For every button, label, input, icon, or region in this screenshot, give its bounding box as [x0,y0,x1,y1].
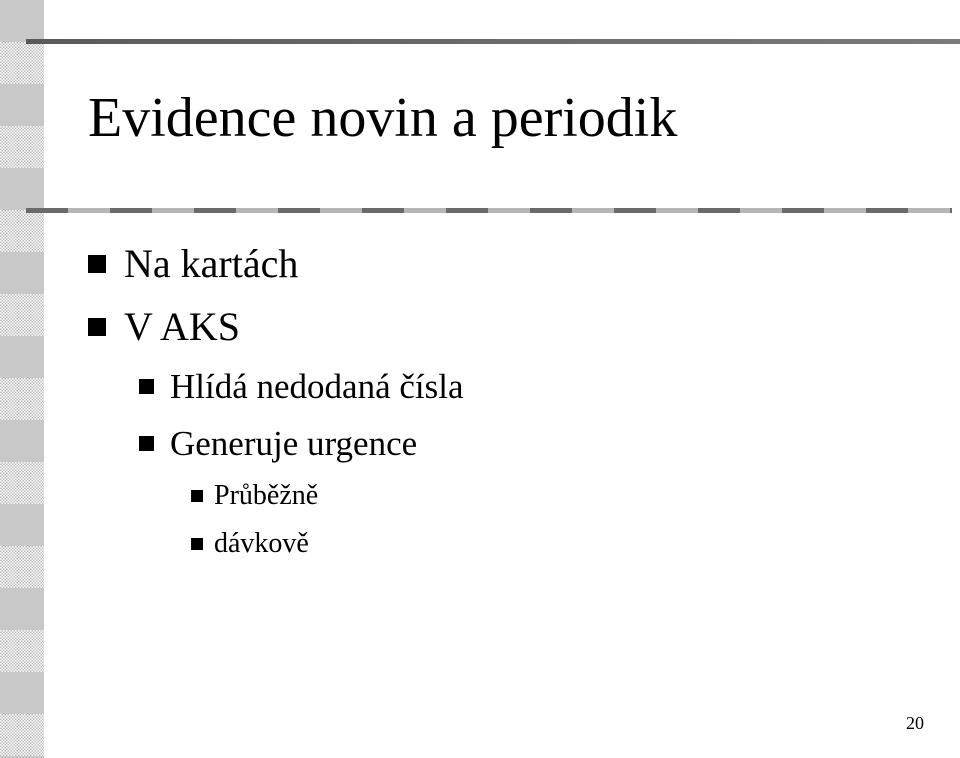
square-bullet-icon [191,490,203,502]
top-rule-line [26,39,960,44]
square-bullet-icon [139,436,154,451]
sub-bullet-text: Generuje urgence [170,424,418,463]
title-divider-line [26,208,952,213]
bullet-item [88,241,299,286]
square-bullet-icon [139,379,154,394]
bullet-text: Na kartách [124,241,299,286]
left-decorative-stripe [0,0,44,758]
sub-sub-bullet-text: dávkově [214,528,309,559]
bullet-item [88,304,240,349]
square-bullet-icon [191,538,203,550]
sub-sub-bullet-item [191,530,309,558]
slide-title: Evidence novin a periodik [88,87,678,149]
page-number: 20 [906,713,924,733]
sub-sub-bullet-text: Průběžně [214,480,319,511]
sub-bullet-item [139,369,464,404]
sub-bullet-text: Hlídá nedodaná čísla [170,367,464,406]
square-bullet-icon [88,255,106,273]
square-bullet-icon [88,318,106,336]
sub-sub-bullet-item [191,482,318,510]
sub-bullet-item [139,426,417,461]
bullet-text: V AKS [124,304,240,349]
